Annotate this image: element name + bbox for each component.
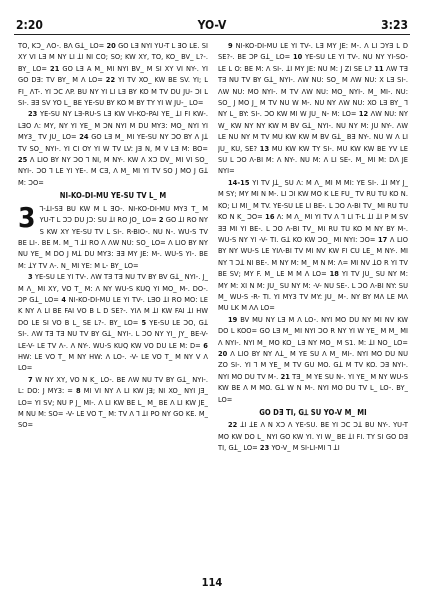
chapter-number-dropcap: 3 xyxy=(18,200,36,234)
verse-number: 3 xyxy=(28,272,33,282)
paragraph: 22 ꞱI ꞱE Λ N XƆ Λ YE-SU. BE YI ƆC ƆꞱ BU NY-. YU-T MO KW DO L_ NYI GO KW YI. YI W_ BE ꞱI FI. TY SI GO DƎ TI, GꞱ_ LO= 23 YO-V_ M SI-LI-MI Ꞁ ꞱI xyxy=(218,420,408,453)
verse-number: 2 xyxy=(158,215,164,225)
verse-number: 7 xyxy=(28,374,33,384)
verse-number: 17 xyxy=(378,234,388,244)
paragraph: 23 YE-SU NY LƎ-RU-S LƎ KW VI-KO-PAI YE_ ꞱI FI KW-. LƎO Λ: MY, NY YI YE_ M ƆN NYI M DU MY3: MO_ NYI YI MY3_ TV JU_ LO= 24 GO LƎ M_ MI YE-SU NY ƆO BY Λ JꞱ TV SO_ NYI-. YI CI OY YI W TV LV: JƎ N, M V LƎ M: BO= 25 Λ LIO BY NY ƆO Ꞁ NI, M NY-. KW Λ XƆ DV_ MI VI SO_ NYI-. ƆO Ꞁ LE YI YE-. M CƎ, Λ M_ MI YI TV SO J MO J GꞱ M: ƆO= xyxy=(18,109,208,187)
verse-number: 13 xyxy=(259,143,270,153)
verse-number: 10 xyxy=(292,52,303,62)
header-rule xyxy=(14,34,410,35)
left-text-column xyxy=(18,40,208,560)
verse-number: 6 xyxy=(203,340,208,350)
section-heading: NI-KO-DI-MU YE-SU TV L_ M xyxy=(59,191,167,201)
running-header xyxy=(14,16,410,32)
verse-number: 16 xyxy=(265,212,275,222)
verse-number: 21 xyxy=(50,63,60,73)
chapter-opening xyxy=(18,200,208,271)
paragraph: 19 BV MU NY LƎ M Λ LO-. NYI MO DU NY MI NV KW DO L KOO= GO LƎ M_ MI NYI ƆO R NY YI W YE_ M M_ MI Λ NYI-. NYI M_ MO KO_ LƎ NY MO_ M S1. M: ꞱI NO_ LO= 20 Λ LIO BY NY ΛꞱ_ M YE SU Λ M_ MI-. NYI MO DU NU ZO SI-. YI Ꞁ M YE_ M TV GU MO. GꞱ M TV KO. ƆƎ NYI-. NYI MO DU TV M-. 21 TƎ_ M YE SU N-. YI YE_ M NY WU-S KW BE Λ M MO. GꞱ W N M-. NYI MO DU TV L_ LO-. BY_ LO= xyxy=(218,314,408,404)
header-chapter-verse-start: 2:20 xyxy=(16,18,43,32)
paragraph: 7 W NY XY, VO N K_ LO-. BE ΛW NU TV BY GꞱ_ NYI-. L: DO: J MY3: = 8 MI VI NY Λ LI KW JƎ; NI XO_ NYI JƎ_ LO= YI SV; NU P J_ MI-. Λ LI KW BE L_ M_ BE Λ LI KW JE_ M NU M: SO= -V- LE VO T_ M: TV Λ Ꞁ ꞱI PO NY GO KE. M_ SO= xyxy=(18,374,208,430)
verse-number: 20 xyxy=(218,348,228,358)
verse-number: 21 xyxy=(280,371,290,381)
verse-number: 24 xyxy=(79,132,89,142)
verse-number: 18 xyxy=(329,269,339,279)
paragraph: Ꞁ-ꞱI-SƎ BU KW M L ƎO-. NI-KO-DI-MU MY3 T_ M YU-T L ƆƆ DU JƆ: SU ꞱI RO JO_ LO= 2 GO ꞱI RO NY S KW XY YE-SU TV L SI-. R-BIO-. NU N-. WU-S TV BE LI-. BE M. M_ Ꞁ ꞱI RO Λ ΛW NU: SO_ LO= Λ LIO BY NY NU YE_ M DO J MꞱ DU MY3: ƎƎ MY JE: M-. WU-S YI-. BE M: ꞱY TV Λ-. N_ MI YE: M L- BY_ LO= xyxy=(18,203,208,270)
verse-number: 23 xyxy=(28,109,38,119)
verse-number: 22 xyxy=(105,75,116,85)
page-number: 114 xyxy=(201,576,223,589)
section-heading: GO DƎ TI, GꞱ SU YO-V M_ MI xyxy=(259,408,367,417)
paragraph: 3 YE-SU LE YI TV-. ΛW TƎ TƎ NU TV BY BV GꞱ_ NYI-. J_ M Λ_ MI XY, VO T_ M: Λ NY WU-S KUQ YI MO_ M-. DO-. ƆP GꞱ_ LO= 4 NI-KO-DI-MU LE YI TV-. LƎO ꞱI RO MO: LE K NY Λ LI BE FAI VO B L D SE?-. YIΛ M ꞱI KW FAI ꞱI HW DO LE SI VO B L_ SE L?-. BY_ LO= 5 YE-SU LE ƆO, GꞱ SI-. ΛW TƎ TƎ NU TV BY GꞱ_ NYI-. L ƆO NY YI_ JY_ BE-V- LE-V- LE TV Λ-. Λ NY-. WU-S KUQ KW VO DU LE M: D= 6 HW: LE VO T_ M NY HW: Λ LO-. -V- LE VO T_ M NY V Λ LO= xyxy=(18,272,208,373)
verse-number: 20 xyxy=(106,41,116,50)
verse-number: 4 xyxy=(61,294,67,304)
paragraph: 9 NI-KO-DI-MU LE YI TV-. LƎ MY JE: M-. Λ LI ƆYƎ L D SE?-. BE ƆP GꞱ_ LO= 10 YE-SU LE YI TV-. NU NY YI-SO-LE L O: BE M: Λ SI-. ꞱI MY JE: NU M: J ZI SE L? 11 ΛW TƎ TƎ NU TV BY GꞱ_ NYI-. ΛW NU: SO_ M ΛW NU: X LƎ SI-. ΛW NU: MO NYI-. M TV ΛW NU: MO_ NYI-. M_ MI-. NU: SO_ J MO J_ M TV NU W M-. NU NY ΛW NU: XO LƎ BY_ Ꞁ NY L_ BY: SI-. ƆO KW MI W JU_ N- M: LO= 12 ΛW NU: NY W_ KW NY NY KW M BV GꞱ_ NYI-. NU NY M: JU NY-. ΛW LE NU NY M TV MU KW KW M BV GꞱ_ BƎ NY-. NU W Λ LI JU_ KU, SE? 13 MU KW KW TY SI-. MU KW KW BE YV LE SU L ƆO Λ-BI M: Λ NY-. NU M: Λ LI SE-. M_ MI M: DΛ JE NYI= xyxy=(218,41,408,176)
verse-number: 25 xyxy=(18,155,28,165)
header-chapter-verse-end: 3:23 xyxy=(381,18,408,32)
verse-number: 22 xyxy=(228,420,238,430)
verse-number: 8 xyxy=(75,386,81,396)
paragraph: 14-15 YI TV JꞱ_ SU Λ: M Λ_ MI M MI: YE SI-. ꞱI MY J_ M SY; MY MI N M-. LI ƆI KW MO K LE FU_ TV RU TU KO N. KO; LI MI_ M TV. YE-SU LE LI BE-. L ƆO Λ-BI TV_ MI RU TU KO N K_ ƆO= 16 Λ: M Λ_ MI YI TV Λ Ꞁ LI T-L ꞱI ꞱI P M SV ƎƎ MI YI BE-. L ƆO Λ-BI TV_ MI RU TU KO M NY BY M-. WU-S NY YI -V- TI. GꞱ KO KW ƆO_ MI NYI: ƆO= 17 Λ LIO BY NY WU-S LE YIΛ-BI TV MI NV KW FI CU LE_ M NY-. MI NY Ꞁ ƆꞱ NI BE-. M NY M: M_ M N M: Λ= MI NV ꞱO R YI TV BE SV; MY F. M_ LE M M Λ LO= 18 YI TV JU_ SU NY M: MY M: XI N M: JU_ SU NY M: -V- NU SE-. L ƆO Λ-BI NY: SU M_ WU-S -R- TI. YI MY3 TV MY: JU_ M-. NY BY MΛ LE MΛ MU LK M ΛΛ LO= xyxy=(218,177,408,313)
verse-number: 23 xyxy=(259,443,270,453)
header-book-title: YO-V xyxy=(197,18,227,32)
paragraph: TO, KƆ_ ΛO-. BΛ GꞱ_ LO= 20 GO LƎ NYI YU-T L ƎO LE. SI XY VI LƎ M NY LI ꞱI NI CO; SO; KW XY, TO, KO_ BV_ L?-. BY_ LO= 21 GO LƎ A M_ MI NYI BV_ M SI XY VI NY-. YI GO DƎ: TV BY_ M Λ LO= 22 YI TV XO_ KW BE SV. YI; L FI_ ΛT-. YI ƆC ΛP. BU NY YI LI LƎ BY KO M TV DU JU- ƆI L SI-. ƎƎ SV YO L_ BE YE-SU BY KO M BY TY YI W JU-_ LO= xyxy=(18,41,208,108)
verse-number: 12 xyxy=(358,109,369,119)
verse-number: 11 xyxy=(374,63,384,73)
right-text-column xyxy=(218,40,408,560)
verse-number: 9 xyxy=(228,41,233,50)
verse-number: 5 xyxy=(141,317,147,327)
verse-number: 14-15 xyxy=(228,177,250,187)
verse-number: 19 xyxy=(228,314,238,324)
